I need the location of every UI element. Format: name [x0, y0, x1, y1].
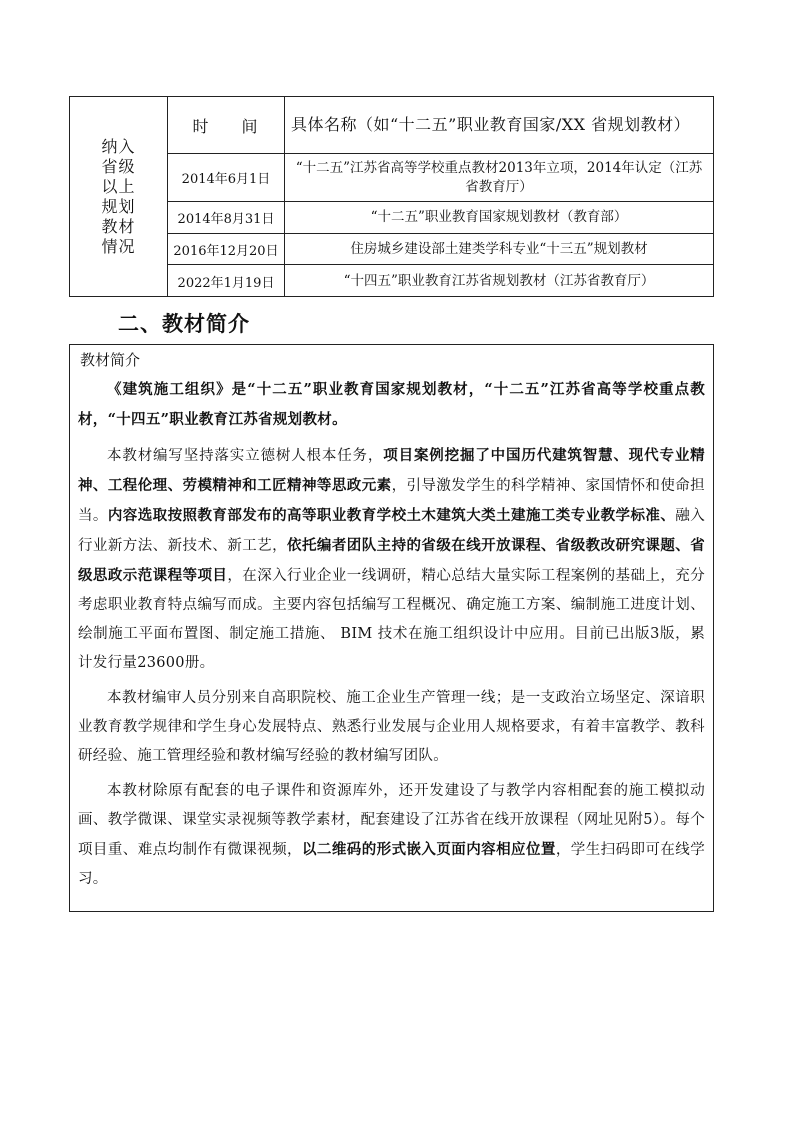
row-name: “十二五”职业教育国家规划教材（教育部） — [370, 209, 628, 225]
textbook-plan-table — [69, 96, 714, 297]
table-row — [168, 234, 713, 265]
table-row — [168, 265, 713, 297]
p4-segment: ，学生扫码即可在线学习。 — [78, 842, 706, 887]
row-name: “十二五”江苏省高等学校重点教材2013年立项，2014年认定（江苏省教育厅） — [295, 159, 703, 195]
p3-text: 本教材编审人员分别来自高职院校、施工企业生产管理一线；是一支政治立场坚定、深谙职业教育教学规律和学生身心发展特点、熟悉行业发展与企业用人规格要求，有着丰富教学、教科研经验、施工管理经验和教材编写经验的教材编写团队。 — [78, 690, 705, 764]
intro-paragraph-3 — [78, 684, 705, 771]
row-date: 2014年6月1日 — [168, 154, 285, 201]
row-date: 2016年12月20日 — [168, 234, 285, 264]
intro-paragraph-1 — [78, 375, 705, 435]
p2-segment: ，在深入行业企业一线调研，精心总结大量实际工程案例的基础上，充分考虑职业教育特点编写而成。主要内容包括编写工程概况、确定施工方案、编制施工进度计划、绘制施工平面布置图、制定施工措施、 BIM 技术在施工组织设计中应用。目前已出版3版，累计发行量23600册。 — [78, 568, 706, 671]
table-row — [168, 154, 713, 202]
intro-p1-text: 《建筑施工组织》是“十二五”职业教育国家规划教材，“十二五”江苏省高等学校重点教材，“十四五”职业教育江苏省规划教材。 — [78, 381, 705, 428]
header-time: 时 间 — [168, 97, 285, 153]
p4-bold-segment: 以二维码的形式嵌入页面内容相应位置 — [301, 841, 556, 858]
p2-bold-segment: 内容选取按照教育部发布的高等职业教育学校土木建筑大类土建施工类专业教学标准、 — [107, 507, 676, 524]
intro-heading: 教材简介 — [80, 351, 141, 369]
row-date: 2014年8月31日 — [168, 202, 285, 233]
row-date: 2022年1月19日 — [168, 265, 285, 297]
intro-paragraph-4 — [78, 777, 705, 894]
p2-segment: 融入行业新方法、新技术、新工艺， — [78, 508, 705, 554]
p2-bold-segment: 依托编者团队主持的省级在线开放课程、省级教改研究课题、省级思政示范课程等项目 — [78, 537, 705, 584]
row-name: “十四五”职业教育江苏省规划教材（江苏省教育厅） — [343, 272, 655, 289]
p2-bold-segment: 项目案例挖掘了中国历代建筑智慧、现代专业精神、工程伦理、劳模精神和工匠精神等思政元素 — [78, 447, 705, 494]
table-row — [168, 202, 713, 234]
row-name: 住房城乡建设部土建类学科专业“十三五”规划教材 — [350, 240, 648, 257]
table-left-header — [70, 97, 168, 296]
p2-segment: 本教材编写坚持落实立德树人根本任务， — [107, 448, 384, 464]
section-title: 二、教材简介 — [118, 312, 250, 336]
intro-box — [69, 344, 714, 912]
p2-segment: ，引导激发学生的科学精神、家国情怀和使命担当。 — [78, 478, 705, 524]
table-header-row — [168, 97, 713, 154]
intro-paragraph-2 — [78, 441, 705, 678]
header-name: 具体名称（如“十二五”职业教育国家/XX 省规划教材） — [291, 115, 691, 134]
left-header-label: 纳入省级以上规划教材情况 — [101, 136, 136, 256]
p4-segment: 本教材除原有配套的电子课件和资源库外，还开发建设了与教学内容相配套的施工模拟动画、教学微课、课堂实录视频等教学素材，配套建设了江苏省在线开放课程（网址见附5）。每个项目重、难点均制作有微课视频， — [78, 783, 705, 858]
